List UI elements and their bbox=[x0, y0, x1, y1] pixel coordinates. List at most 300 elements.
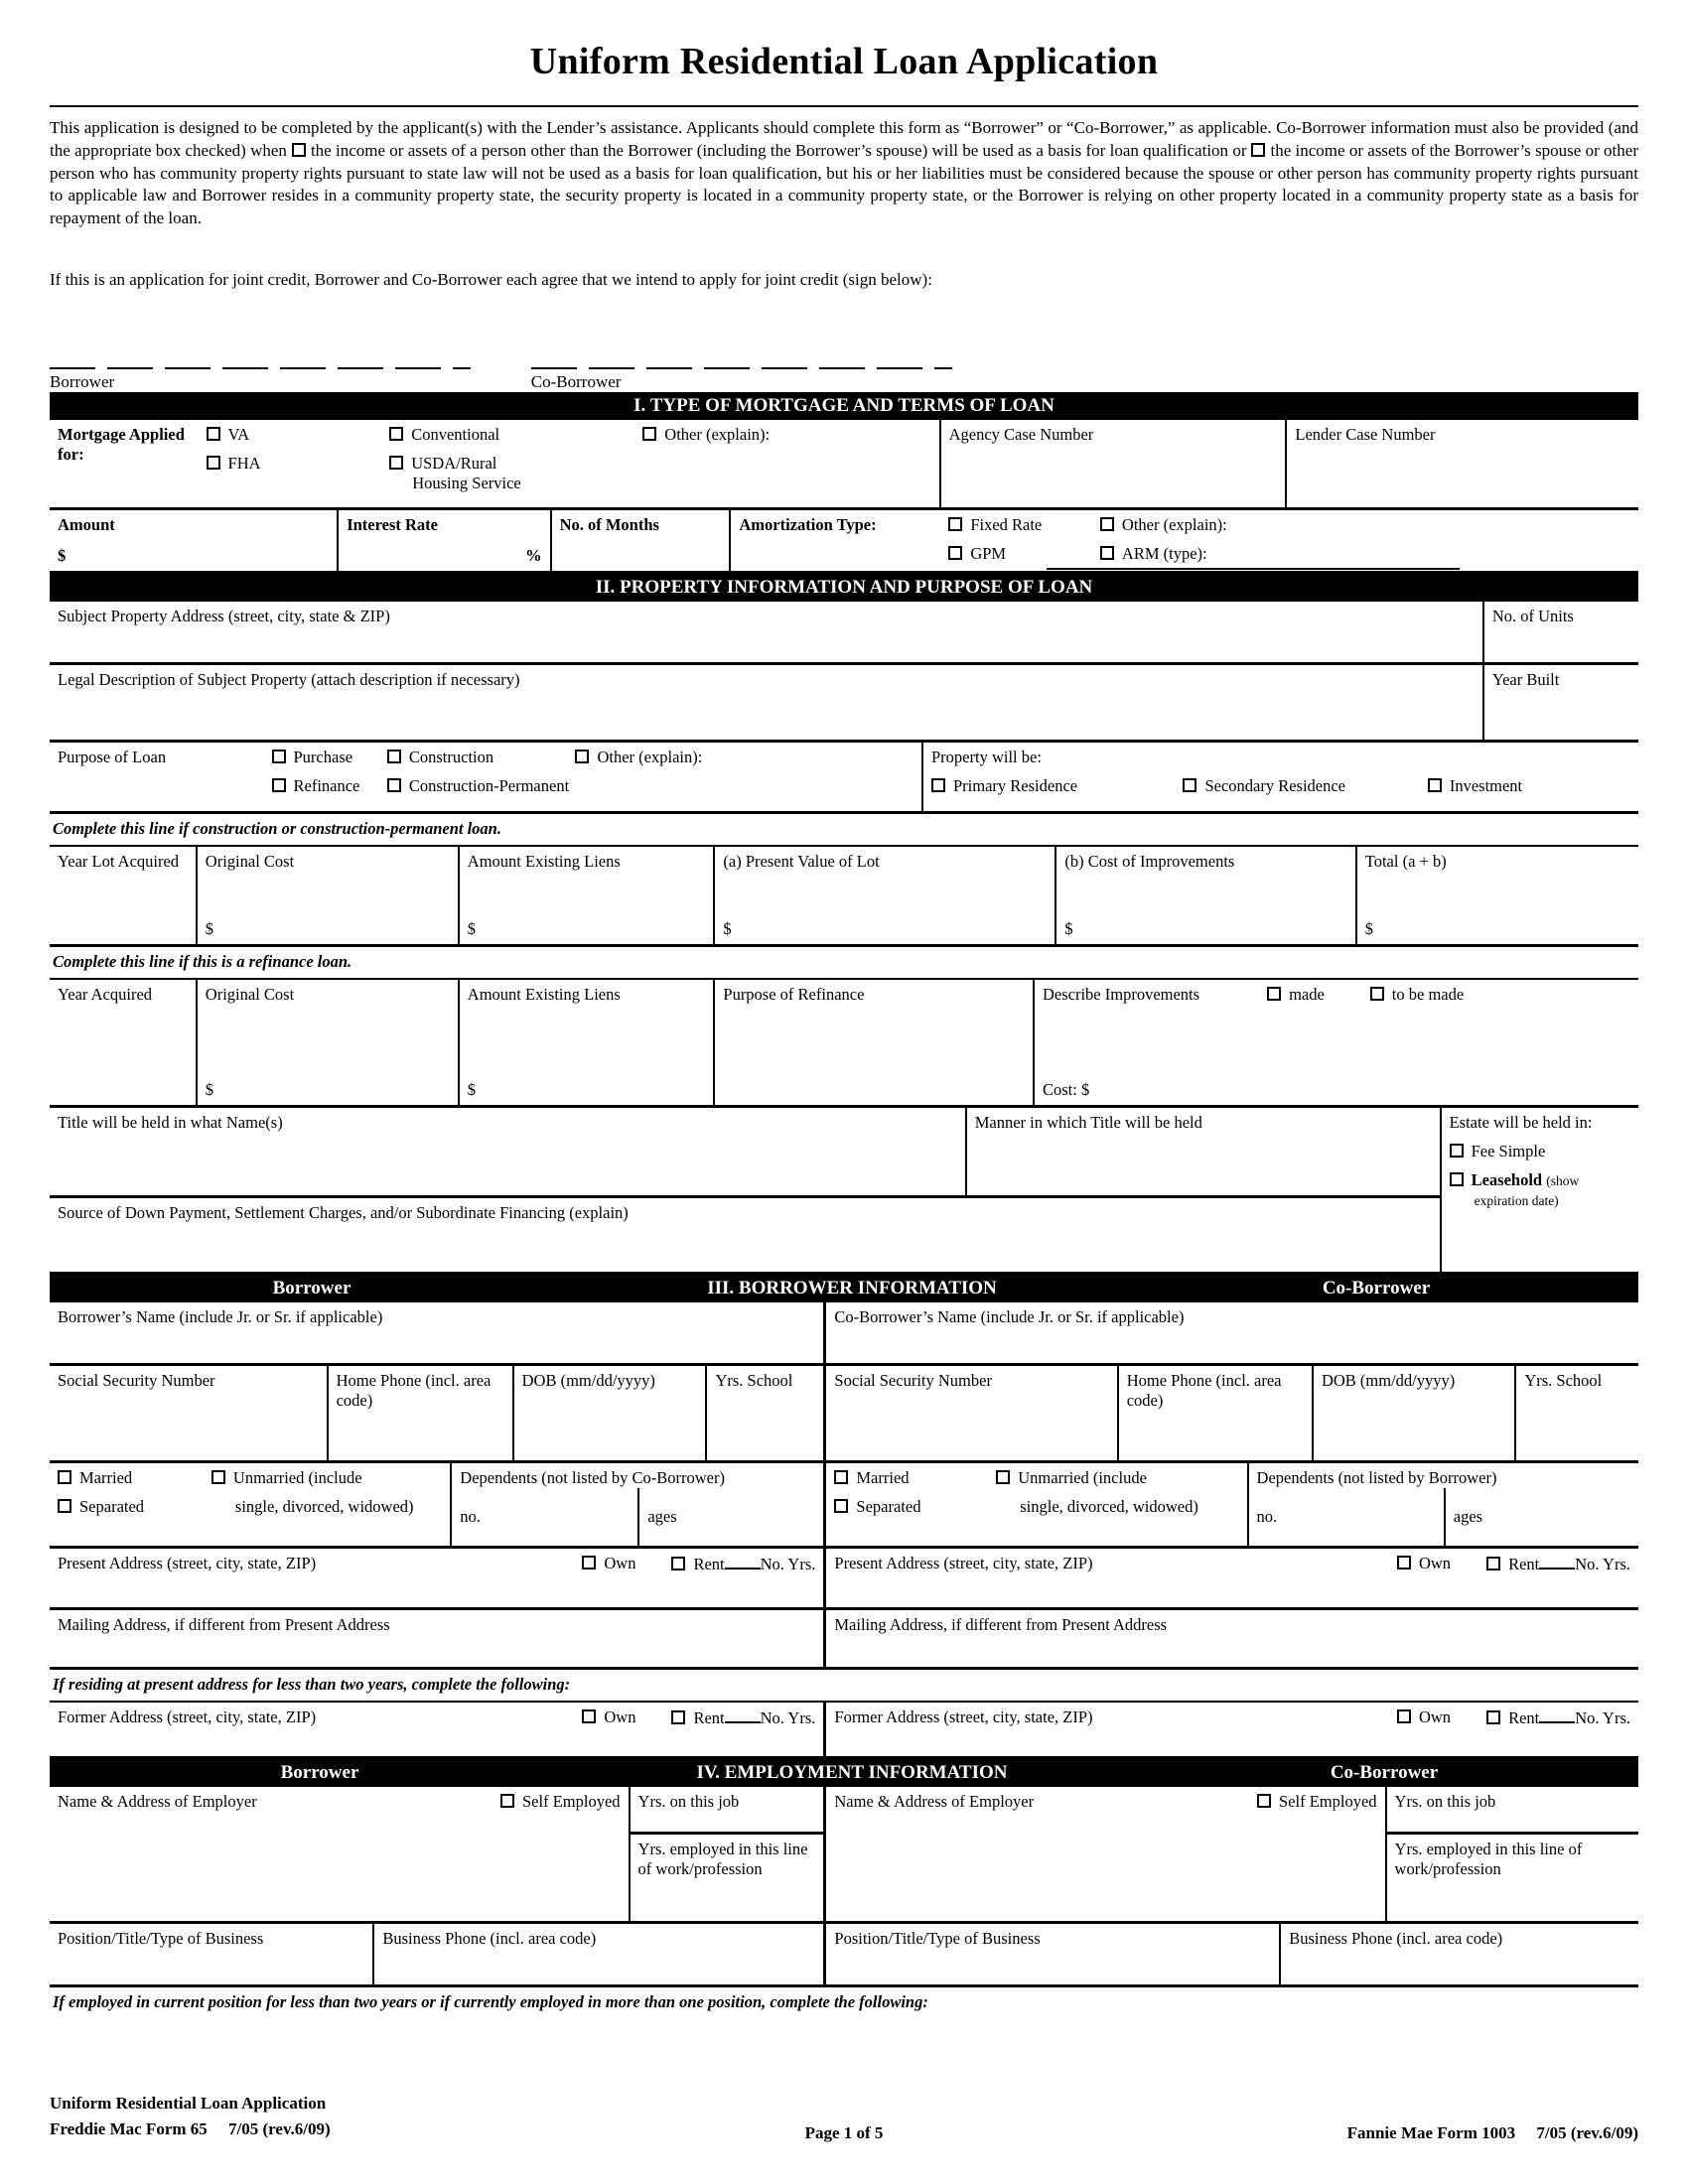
borrower-marital-col1 bbox=[58, 1468, 211, 1541]
borrower-ssn-half bbox=[50, 1366, 826, 1460]
borrower-yrs-in-line-field[interactable] bbox=[631, 1835, 824, 1921]
subject-property-address-field[interactable] bbox=[50, 602, 1484, 662]
coborrower-yrs-in-line-field[interactable] bbox=[1387, 1835, 1638, 1921]
borrower-present-own-option bbox=[582, 1554, 635, 1573]
coborrower-yrs-col bbox=[1387, 1787, 1638, 1921]
months-field[interactable] bbox=[552, 510, 732, 571]
title-names-field[interactable] bbox=[50, 1108, 967, 1195]
former-address-band bbox=[50, 1703, 1638, 1759]
borrower-former-address-half bbox=[50, 1703, 826, 1756]
position-band bbox=[50, 1924, 1638, 1987]
coborrower-employer-field[interactable] bbox=[826, 1787, 1386, 1921]
rent-label: Rent bbox=[1508, 1554, 1540, 1573]
coborrower-signature-line[interactable] bbox=[531, 367, 952, 369]
borrower-present-address-field[interactable] bbox=[50, 1549, 823, 1607]
coborrower-unmarried-checkbox[interactable] bbox=[996, 1470, 1010, 1484]
section4-coborrower-header: Co-Borrower bbox=[1330, 1761, 1439, 1783]
coborrower-marital-cell bbox=[826, 1463, 1248, 1546]
purchase-option bbox=[272, 748, 387, 767]
improvements-made-option bbox=[1267, 985, 1325, 1005]
subject-property-address-label: Subject Property Address (street, city, state & ZIP) bbox=[58, 606, 390, 625]
secondary-residence-option bbox=[1183, 776, 1427, 796]
total-a-plus-b-field[interactable] bbox=[1357, 847, 1638, 944]
refinance-line-row bbox=[50, 980, 1638, 1108]
section4-title: IV. EMPLOYMENT INFORMATION bbox=[696, 1761, 1008, 1783]
legal-description-label: Legal Description of Subject Property (attach description if necessary) bbox=[58, 669, 520, 689]
describe-improvements-field[interactable] bbox=[1035, 980, 1638, 1105]
gpm-option bbox=[948, 544, 1100, 564]
borrower-present-rent-checkbox[interactable] bbox=[671, 1557, 685, 1570]
borrower-present-own-checkbox[interactable] bbox=[582, 1556, 596, 1570]
dependents-no-label: no. bbox=[460, 1506, 481, 1526]
gpm-checkbox[interactable] bbox=[948, 546, 962, 560]
improvements-made-label: made bbox=[1289, 984, 1325, 1004]
yrs-in-line-label: Yrs. employed in this line of work/profession bbox=[1394, 1839, 1583, 1878]
year-lot-acquired-label: Year Lot Acquired bbox=[58, 851, 180, 871]
construction-checkbox[interactable] bbox=[387, 750, 401, 763]
purpose-of-refinance-label: Purpose of Refinance bbox=[723, 984, 865, 1004]
conventional-label: Conventional bbox=[411, 424, 500, 444]
coborrower-signature-label: Co-Borrower bbox=[530, 371, 622, 391]
estate-held-cell bbox=[1442, 1108, 1638, 1272]
own-label: Own bbox=[604, 1706, 636, 1726]
separated-label: Separated bbox=[79, 1496, 145, 1516]
intro-part1: This application is designed to be completed by the applicant(s) with the Lender’s assistance. Applicants should complete this form as “Borrower” or “Co-Borrower,” as applicable. Co-Borrower information must also be provided (and the appropriate box checked) when bbox=[50, 118, 1638, 160]
ssn-label: Social Security Number bbox=[834, 1370, 992, 1390]
units-label: No. of Units bbox=[1491, 606, 1574, 625]
year-built-field[interactable] bbox=[1484, 665, 1638, 740]
gpm-label: GPM bbox=[970, 543, 1007, 563]
coborrower-signature-block bbox=[531, 367, 952, 392]
borrower-dob-field[interactable] bbox=[514, 1366, 708, 1460]
no-yrs-label: No. Yrs. bbox=[1575, 1707, 1630, 1727]
borrower-signature-label: Borrower bbox=[50, 371, 115, 391]
investment-label: Investment bbox=[1449, 775, 1523, 795]
no-yrs-write-line[interactable] bbox=[1539, 1707, 1575, 1723]
borrower-position-half bbox=[50, 1924, 826, 1984]
usda-option bbox=[389, 454, 642, 474]
unmarried-label-line2: single, divorced, widowed) bbox=[1020, 1496, 1198, 1516]
coborrower-dependents-no-field[interactable] bbox=[1257, 1488, 1444, 1546]
refinance-original-cost-field[interactable] bbox=[198, 980, 460, 1105]
coborrower-ssn-field[interactable] bbox=[826, 1366, 1118, 1460]
percent-sign: % bbox=[525, 545, 542, 565]
dob-label: DOB (mm/dd/yyyy) bbox=[1321, 1370, 1456, 1390]
fee-simple-option bbox=[1450, 1142, 1630, 1161]
purpose-other-label: Other (explain): bbox=[597, 747, 703, 766]
amount-field[interactable] bbox=[50, 510, 339, 571]
borrower-yrs-school-field[interactable] bbox=[707, 1366, 823, 1460]
arm-type-write-line[interactable] bbox=[1047, 564, 1460, 570]
manner-title-held-label: Manner in which Title will be held bbox=[974, 1112, 1202, 1132]
section3-header-bar bbox=[50, 1275, 1638, 1302]
primary-residence-option bbox=[931, 776, 1183, 796]
dob-label: DOB (mm/dd/yyyy) bbox=[521, 1370, 655, 1390]
borrower-dependents-label: Dependents (not listed by Co-Borrower) bbox=[460, 1467, 725, 1487]
coborrower-marital-half bbox=[826, 1463, 1638, 1546]
leasehold-option bbox=[1450, 1170, 1630, 1210]
dollar-sign: $ bbox=[723, 918, 732, 938]
coborrower-dependents-cell[interactable] bbox=[1249, 1463, 1638, 1546]
yrs-school-label: Yrs. School bbox=[715, 1370, 793, 1390]
coborrower-dob-field[interactable] bbox=[1314, 1366, 1516, 1460]
leasehold-label: Leasehold bbox=[1471, 1169, 1543, 1189]
residing-note: If residing at present address for less than two years, complete the following: bbox=[50, 1670, 1638, 1703]
rent-label: Rent bbox=[693, 1707, 725, 1727]
year-acquired-field[interactable] bbox=[50, 980, 198, 1105]
no-yrs-write-line[interactable] bbox=[1539, 1554, 1575, 1570]
amount-label: Amount bbox=[58, 514, 115, 534]
leasehold-note: (show expiration date) bbox=[1474, 1172, 1580, 1208]
dollar-sign: $ bbox=[205, 918, 214, 938]
coborrower-marital-col2 bbox=[996, 1468, 1198, 1541]
borrower-self-employed-option bbox=[500, 1792, 621, 1812]
section4-header-bar bbox=[50, 1759, 1638, 1787]
fha-checkbox[interactable] bbox=[207, 456, 220, 470]
present-address-band bbox=[50, 1549, 1638, 1610]
legal-description-row bbox=[50, 665, 1638, 743]
present-value-lot-label: (a) Present Value of Lot bbox=[723, 851, 880, 871]
present-value-lot-field[interactable] bbox=[715, 847, 1056, 944]
borrower-dependents-cell[interactable] bbox=[452, 1463, 823, 1546]
purpose-col1 bbox=[272, 748, 387, 806]
usda-label-line2: Housing Service bbox=[412, 473, 521, 492]
rent-label: Rent bbox=[1508, 1707, 1540, 1727]
legal-description-field[interactable] bbox=[50, 665, 1484, 740]
borrower-employer-field[interactable] bbox=[50, 1787, 631, 1921]
subject-property-row bbox=[50, 602, 1638, 665]
borrower-separated-option bbox=[58, 1497, 211, 1517]
original-cost-label: Original Cost bbox=[205, 851, 295, 871]
footer-page-number: Page 1 of 5 bbox=[804, 2122, 884, 2142]
borrower-position-field[interactable] bbox=[50, 1924, 374, 1984]
coborrower-yrs-on-job-field[interactable] bbox=[1387, 1787, 1638, 1835]
footer-freddie-mac: Freddie Mac Form 65 7/05 (rev.6/09) bbox=[50, 2119, 331, 2139]
amortization-other-option bbox=[1100, 515, 1460, 535]
borrower-present-address-half bbox=[50, 1549, 826, 1607]
self-employed-label: Self Employed bbox=[1279, 1791, 1377, 1811]
estate-held-label: Estate will be held in: bbox=[1449, 1112, 1593, 1132]
married-label: Married bbox=[79, 1467, 133, 1487]
months-label: No. of Months bbox=[559, 514, 659, 534]
mailing-address-label: Mailing Address, if different from Present Address bbox=[58, 1614, 390, 1634]
improvements-to-be-made-label: to be made bbox=[1391, 984, 1465, 1004]
present-address-label: Present Address (street, city, state, ZIP) bbox=[834, 1553, 1093, 1572]
ssn-band bbox=[50, 1366, 1638, 1463]
arm-option bbox=[1100, 544, 1460, 564]
joint-credit-text: If this is an application for joint credit, Borrower and Co-Borrower each agree that we intend to apply for joint credit (sign below): bbox=[50, 269, 932, 289]
borrower-signature-block bbox=[50, 367, 471, 392]
intro-checkbox-1[interactable] bbox=[292, 143, 306, 157]
section2-header-bar: II. PROPERTY INFORMATION AND PURPOSE OF LOAN bbox=[50, 574, 1638, 602]
mortgage-options-col1 bbox=[207, 425, 390, 502]
construction-original-cost-field[interactable] bbox=[198, 847, 460, 944]
construction-permanent-checkbox[interactable] bbox=[387, 778, 401, 792]
mortgage-applied-label: Mortgage Applied for: bbox=[58, 424, 185, 464]
source-down-payment-field[interactable] bbox=[50, 1198, 1440, 1272]
section1-header-bar: I. TYPE OF MORTGAGE AND TERMS OF LOAN bbox=[50, 392, 1638, 420]
business-phone-label: Business Phone (incl. area code) bbox=[1289, 1928, 1503, 1948]
employed-note: If employed in current position for less than two years or if currently employed in more than one position, complete the following: bbox=[53, 1991, 928, 2011]
investment-checkbox[interactable] bbox=[1428, 778, 1442, 792]
mortgage-options-col2 bbox=[389, 425, 642, 502]
amortization-cell bbox=[731, 510, 1638, 571]
borrower-business-phone-field[interactable] bbox=[374, 1924, 823, 1984]
coborrower-present-own-option bbox=[1397, 1554, 1451, 1573]
improvements-to-be-made-option bbox=[1370, 985, 1464, 1005]
arm-checkbox[interactable] bbox=[1100, 546, 1114, 560]
usda-checkbox[interactable] bbox=[389, 456, 403, 470]
coborrower-dependents-label: Dependents (not listed by Borrower) bbox=[1256, 1467, 1497, 1487]
borrower-present-rent-option bbox=[671, 1554, 815, 1574]
borrower-former-rent-option bbox=[671, 1707, 815, 1728]
arm-label: ARM (type): bbox=[1121, 543, 1207, 563]
coborrower-former-address-field[interactable] bbox=[826, 1703, 1638, 1756]
coborrower-former-address-half bbox=[826, 1703, 1638, 1756]
coborrower-former-rent-option bbox=[1486, 1707, 1630, 1728]
home-phone-label: Home Phone (incl. area code) bbox=[1126, 1370, 1282, 1410]
intro-part3: the income or assets of the Borrower’s spouse or other person who has community property rights pursuant to state law will not be used as a basis for loan qualification, but his or her liabilities must be considered because the spouse or other person has community property rights pursuant to applicable law and Borrower resides in a community property state, the security property is located in a community property state, or the Borrower is relying on other property located in a community property state as a basis for repayment of the loan. bbox=[50, 140, 1638, 228]
fha-option bbox=[207, 454, 390, 474]
fha-label: FHA bbox=[227, 453, 261, 473]
mailing-address-band bbox=[50, 1610, 1638, 1670]
improvements-cost-label: Cost: $ bbox=[1042, 1079, 1090, 1099]
coborrower-position-half bbox=[826, 1924, 1638, 1984]
fee-simple-checkbox[interactable] bbox=[1450, 1144, 1464, 1158]
business-phone-label: Business Phone (incl. area code) bbox=[382, 1928, 597, 1948]
title-and-source-band bbox=[50, 1108, 1638, 1275]
manner-title-held-field[interactable] bbox=[967, 1108, 1440, 1195]
dollar-sign: $ bbox=[205, 1079, 214, 1099]
other-amortization-checkbox[interactable] bbox=[1100, 517, 1114, 531]
refinance-note: Complete this line if this is a refinance loan. bbox=[50, 947, 1638, 980]
no-yrs-label: No. Yrs. bbox=[1575, 1554, 1630, 1573]
original-cost-label: Original Cost bbox=[205, 984, 295, 1004]
mortgage-other-option bbox=[642, 425, 930, 445]
agency-case-number-field[interactable] bbox=[941, 420, 1288, 507]
borrower-ssn-field[interactable] bbox=[50, 1366, 329, 1460]
borrower-name-field[interactable] bbox=[50, 1302, 823, 1363]
separated-label: Separated bbox=[856, 1496, 921, 1516]
borrower-employer-half bbox=[50, 1787, 826, 1921]
mortgage-applied-cell bbox=[50, 420, 941, 507]
unmarried-label-line2: single, divorced, widowed) bbox=[234, 1496, 414, 1516]
borrower-mailing-half bbox=[50, 1610, 826, 1667]
refinance-checkbox[interactable] bbox=[272, 778, 286, 792]
borrower-name-label: Borrower’s Name (include Jr. or Sr. if applicable) bbox=[58, 1306, 383, 1326]
mortgage-type-row bbox=[50, 420, 1638, 510]
no-yrs-label: No. Yrs. bbox=[760, 1554, 816, 1573]
no-yrs-write-line[interactable] bbox=[725, 1707, 761, 1723]
describe-improvements-label: Describe Improvements bbox=[1042, 984, 1200, 1004]
coborrower-married-checkbox[interactable] bbox=[834, 1470, 848, 1484]
lender-case-number-field[interactable] bbox=[1287, 420, 1638, 507]
construction-option bbox=[387, 748, 576, 767]
loan-terms-row bbox=[50, 510, 1638, 574]
coborrower-former-rent-checkbox[interactable] bbox=[1486, 1710, 1500, 1724]
borrower-former-address-field[interactable] bbox=[50, 1703, 823, 1756]
construction-line-row bbox=[50, 847, 1638, 947]
employer-label: Name & Address of Employer bbox=[834, 1791, 1035, 1811]
borrower-mailing-address-field[interactable] bbox=[50, 1610, 823, 1667]
borrower-marital-half bbox=[50, 1463, 826, 1546]
coborrower-former-own-checkbox[interactable] bbox=[1397, 1709, 1411, 1723]
existing-liens-label: Amount Existing Liens bbox=[467, 851, 621, 871]
dependents-ages-label: ages bbox=[1453, 1506, 1483, 1526]
property-will-be-cell bbox=[923, 743, 1638, 811]
mailing-address-label: Mailing Address, if different from Present Address bbox=[834, 1614, 1168, 1634]
borrower-yrs-col bbox=[631, 1787, 824, 1921]
own-label: Own bbox=[604, 1553, 636, 1572]
construction-existing-liens-field[interactable] bbox=[460, 847, 716, 944]
title-names-label: Title will be held in what Name(s) bbox=[58, 1112, 283, 1132]
dependents-ages-label: ages bbox=[647, 1506, 677, 1526]
interest-rate-label: Interest Rate bbox=[347, 514, 438, 534]
mortgage-other-label: Other (explain): bbox=[664, 424, 771, 444]
no-yrs-label: No. Yrs. bbox=[760, 1707, 816, 1727]
coborrower-separated-checkbox[interactable] bbox=[834, 1499, 848, 1513]
no-yrs-write-line[interactable] bbox=[725, 1554, 761, 1570]
investment-option bbox=[1428, 776, 1522, 796]
borrower-home-phone-field[interactable] bbox=[329, 1366, 514, 1460]
dependents-no-label: no. bbox=[1256, 1506, 1278, 1526]
interest-rate-field[interactable] bbox=[339, 510, 551, 571]
secondary-residence-label: Secondary Residence bbox=[1204, 775, 1346, 795]
dollar-sign: $ bbox=[1064, 918, 1073, 938]
self-employed-label: Self Employed bbox=[522, 1791, 621, 1811]
coborrower-name-field[interactable] bbox=[826, 1302, 1638, 1363]
purpose-of-refinance-field[interactable] bbox=[715, 980, 1035, 1105]
fixed-rate-checkbox[interactable] bbox=[948, 517, 962, 531]
dollar-sign: $ bbox=[1364, 918, 1374, 938]
secondary-residence-checkbox[interactable] bbox=[1183, 778, 1196, 792]
footer-form-name: Uniform Residential Loan Application bbox=[50, 2094, 327, 2113]
property-will-be-label: Property will be: bbox=[931, 747, 1042, 766]
borrower-separated-checkbox[interactable] bbox=[58, 1499, 71, 1513]
ssn-label: Social Security Number bbox=[58, 1370, 215, 1390]
coborrower-self-employed-option bbox=[1257, 1792, 1377, 1812]
occupancy-options bbox=[931, 776, 1630, 796]
mortgage-other-col[interactable] bbox=[642, 425, 930, 502]
purpose-other-col[interactable] bbox=[575, 748, 914, 806]
refinance-existing-liens-field[interactable] bbox=[460, 980, 716, 1105]
dollar-sign: $ bbox=[467, 1079, 477, 1099]
coborrower-dependents-split bbox=[1257, 1488, 1630, 1546]
own-label: Own bbox=[1418, 1706, 1452, 1726]
refinance-option bbox=[272, 776, 387, 796]
borrower-self-employed-checkbox[interactable] bbox=[500, 1794, 514, 1808]
yrs-on-job-label: Yrs. on this job bbox=[637, 1791, 740, 1811]
purpose-of-loan-label: Purpose of Loan bbox=[58, 747, 167, 766]
source-down-payment-label: Source of Down Payment, Settlement Charges, and/or Subordinate Financing (explain) bbox=[58, 1202, 629, 1222]
purpose-of-loan-row bbox=[50, 743, 1638, 814]
coborrower-business-phone-field[interactable] bbox=[1281, 1924, 1638, 1984]
rent-label: Rent bbox=[693, 1554, 725, 1573]
primary-residence-checkbox[interactable] bbox=[931, 778, 945, 792]
coborrower-name-label: Co-Borrower’s Name (include Jr. or Sr. if applicable) bbox=[834, 1306, 1185, 1326]
borrower-married-checkbox[interactable] bbox=[58, 1470, 71, 1484]
coborrower-present-address-half bbox=[826, 1549, 1638, 1607]
borrower-unmarried-option bbox=[211, 1468, 414, 1488]
unmarried-label-line1: Unmarried (include bbox=[232, 1467, 362, 1487]
borrower-yrs-on-job-field[interactable] bbox=[631, 1787, 824, 1835]
borrower-signature-line[interactable] bbox=[50, 367, 471, 369]
coborrower-ssn-half bbox=[826, 1366, 1638, 1460]
title-source-left bbox=[50, 1108, 1442, 1272]
improvements-to-be-made-checkbox[interactable] bbox=[1370, 987, 1384, 1001]
employer-label: Name & Address of Employer bbox=[58, 1791, 257, 1811]
purchase-checkbox[interactable] bbox=[272, 750, 286, 763]
section3-title: III. BORROWER INFORMATION bbox=[707, 1277, 997, 1298]
lender-case-number-label: Lender Case Number bbox=[1295, 424, 1436, 444]
construction-permanent-option bbox=[387, 776, 576, 796]
cost-of-improvements-field[interactable] bbox=[1056, 847, 1356, 944]
coborrower-position-field[interactable] bbox=[826, 1924, 1281, 1984]
former-address-label: Former Address (street, city, state, ZIP) bbox=[58, 1706, 317, 1726]
dollar-sign: $ bbox=[467, 918, 477, 938]
borrower-marital-col2 bbox=[211, 1468, 414, 1541]
fixed-rate-option bbox=[948, 515, 1100, 535]
purpose-other-option bbox=[575, 748, 914, 767]
amortization-col2 bbox=[1100, 515, 1460, 566]
amortization-label: Amortization Type: bbox=[739, 514, 877, 534]
conventional-checkbox[interactable] bbox=[389, 427, 403, 441]
other-purpose-checkbox[interactable] bbox=[575, 750, 589, 763]
page-footer bbox=[50, 2091, 1638, 2143]
coborrower-present-rent-checkbox[interactable] bbox=[1486, 1557, 1500, 1570]
intro-part2: the income or assets of a person other than the Borrower (including the Borrower’s spouse) will be used as a basis for loan qualification or bbox=[310, 140, 1247, 160]
intro-checkbox-2[interactable] bbox=[1251, 143, 1265, 157]
coborrower-present-rent-option bbox=[1486, 1554, 1630, 1574]
borrower-dependents-split bbox=[460, 1488, 815, 1546]
coborrower-home-phone-field[interactable] bbox=[1119, 1366, 1314, 1460]
coborrower-mailing-address-field[interactable] bbox=[826, 1610, 1638, 1667]
usda-label-line1: USDA/Rural bbox=[411, 453, 497, 473]
year-built-label: Year Built bbox=[1491, 669, 1560, 689]
other-mortgage-checkbox[interactable] bbox=[642, 427, 656, 441]
position-label: Position/Title/Type of Business bbox=[58, 1928, 264, 1948]
units-field[interactable] bbox=[1484, 602, 1638, 662]
marital-dependents-band bbox=[50, 1463, 1638, 1549]
coborrower-name-half bbox=[826, 1302, 1638, 1363]
section3-borrower-header: Borrower bbox=[272, 1277, 352, 1298]
home-phone-label: Home Phone (incl. area code) bbox=[336, 1370, 492, 1410]
married-label: Married bbox=[856, 1467, 910, 1487]
coborrower-yrs-school-field[interactable] bbox=[1516, 1366, 1638, 1460]
leasehold-checkbox[interactable] bbox=[1450, 1172, 1464, 1186]
coborrower-self-employed-checkbox[interactable] bbox=[1257, 1794, 1271, 1808]
borrower-dependents-no-field[interactable] bbox=[460, 1488, 637, 1546]
coborrower-unmarried-option bbox=[996, 1468, 1198, 1488]
borrower-former-own-checkbox[interactable] bbox=[582, 1709, 596, 1723]
va-checkbox[interactable] bbox=[207, 427, 220, 441]
borrower-name-half bbox=[50, 1302, 826, 1363]
borrower-former-rent-checkbox[interactable] bbox=[671, 1710, 685, 1724]
coborrower-former-own-option bbox=[1397, 1707, 1451, 1727]
coborrower-present-own-checkbox[interactable] bbox=[1397, 1556, 1411, 1570]
coborrower-dependents-ages-field[interactable] bbox=[1444, 1488, 1630, 1546]
improvements-made-checkbox[interactable] bbox=[1267, 987, 1281, 1001]
coborrower-marital-col1 bbox=[834, 1468, 996, 1541]
borrower-dependents-ages-field[interactable] bbox=[637, 1488, 815, 1546]
borrower-name-band bbox=[50, 1302, 1638, 1366]
yrs-in-line-label: Yrs. employed in this line of work/profession bbox=[637, 1839, 808, 1878]
year-lot-acquired-field[interactable] bbox=[50, 847, 198, 944]
coborrower-present-address-field[interactable] bbox=[826, 1549, 1638, 1607]
construction-permanent-label: Construction-Permanent bbox=[408, 775, 570, 795]
borrower-unmarried-checkbox[interactable] bbox=[211, 1470, 225, 1484]
cost-of-improvements-label: (b) Cost of Improvements bbox=[1064, 851, 1235, 871]
